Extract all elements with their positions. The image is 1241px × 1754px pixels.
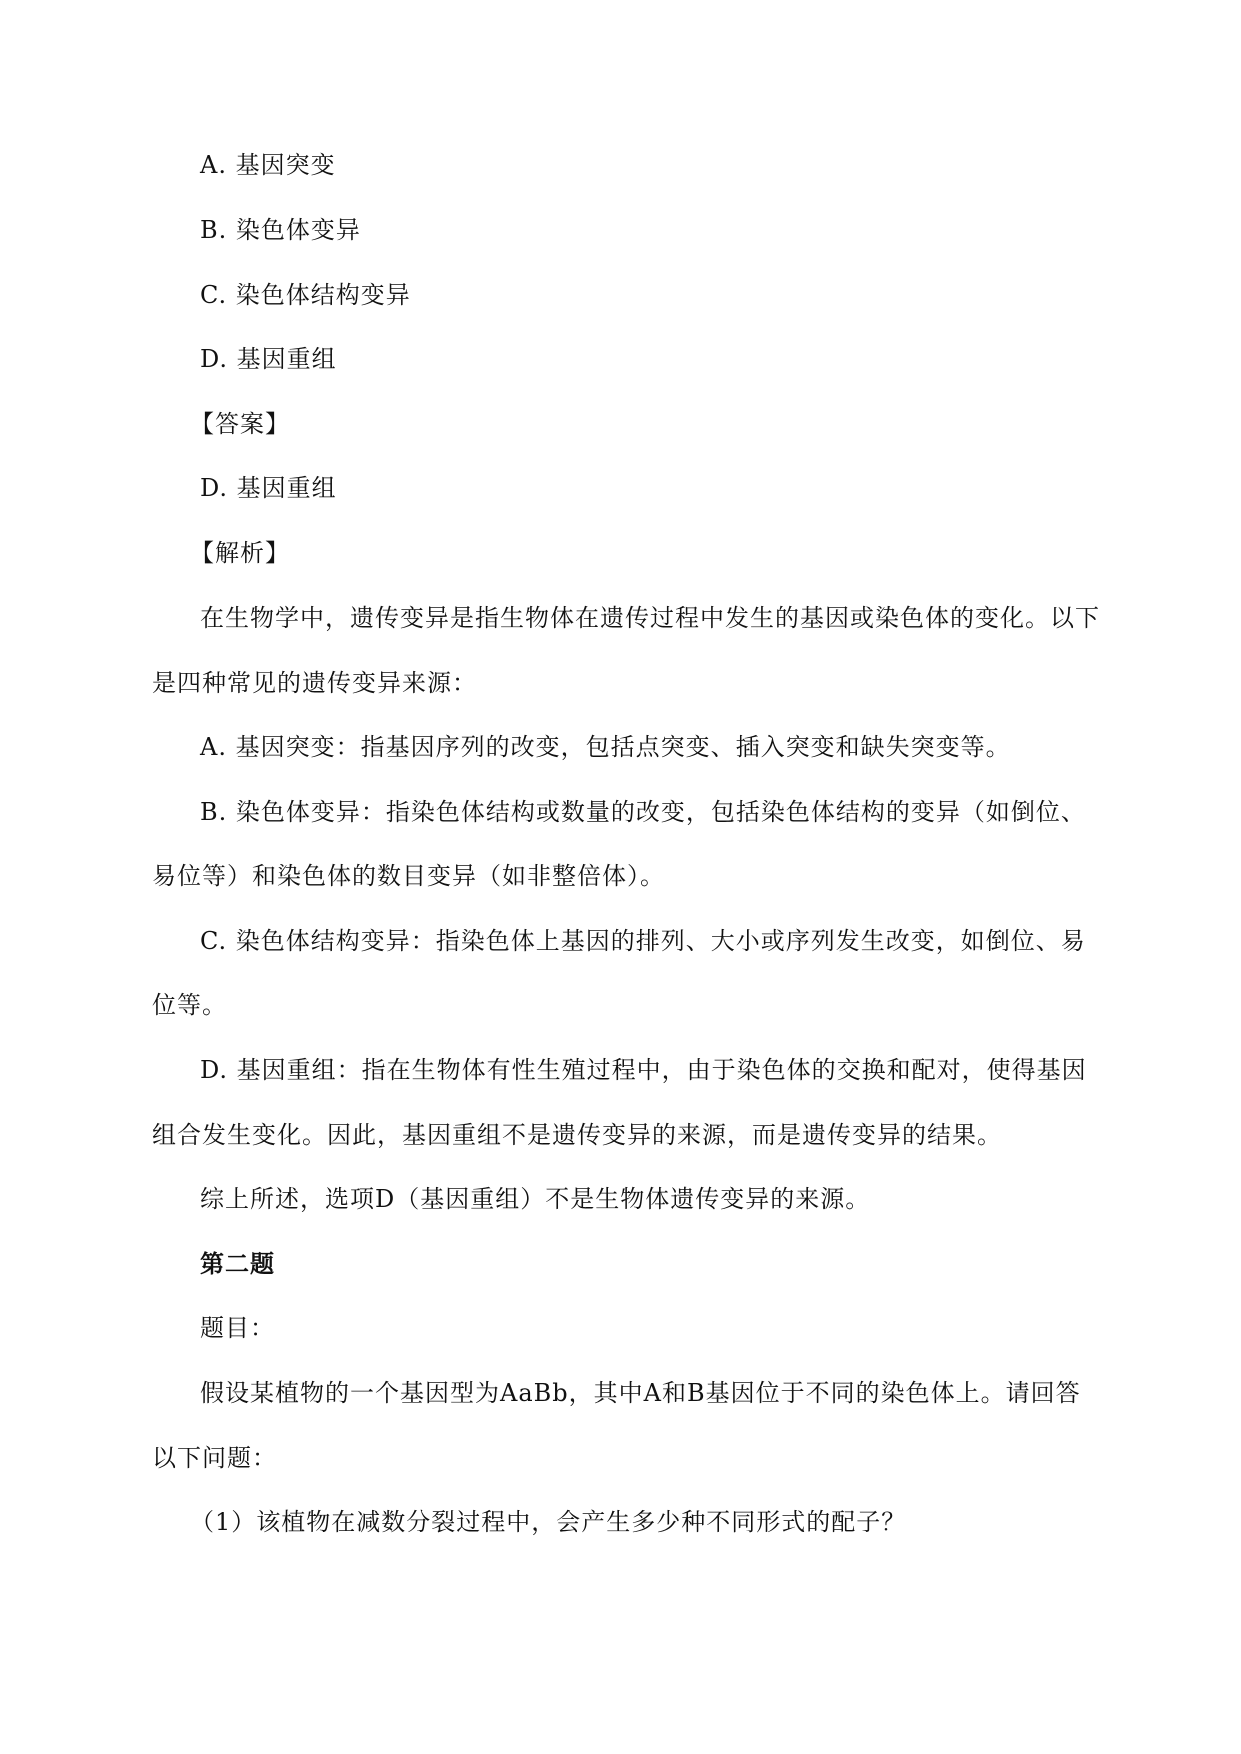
analysis-option-b-line2: 易位等）和染色体的数目变异（如非整倍体）。 [152,862,665,890]
answer-heading: 【答案】 [190,410,290,438]
question2-stem-line2: 以下问题： [152,1444,277,1472]
analysis-conclusion: 综上所述，选项D（基因重组）不是生物体遗传变异的来源。 [200,1185,871,1213]
analysis-option-a: A. 基因突变：指基因序列的改变，包括点突变、插入突变和缺失突变等。 [200,733,1011,761]
answer-text: D. 基因重组 [200,474,337,502]
option-a: A. 基因突变 [200,151,336,179]
analysis-option-b-line1: B. 染色体变异：指染色体结构或数量的改变，包括染色体结构的变异（如倒位、 [200,798,1086,826]
analysis-heading: 【解析】 [190,539,290,567]
analysis-intro-line1: 在生物学中，遗传变异是指生物体在遗传过程中发生的基因或染色体的变化。以下 [200,604,1100,632]
analysis-option-c-line2: 位等。 [152,991,227,1019]
option-b: B. 染色体变异 [200,216,361,244]
option-c: C. 染色体结构变异 [200,281,411,309]
question2-sub1: （1）该植物在减数分裂过程中，会产生多少种不同形式的配子？ [190,1508,907,1536]
analysis-option-d-line2: 组合发生变化。因此，基因重组不是遗传变异的来源，而是遗传变异的结果。 [152,1121,1002,1149]
question2-heading: 第二题 [200,1249,275,1278]
question2-stem-line1: 假设某植物的一个基因型为AaBb，其中A和B基因位于不同的染色体上。请回答 [200,1379,1081,1407]
analysis-option-d-line1: D. 基因重组：指在生物体有性生殖过程中，由于染色体的交换和配对，使得基因 [200,1056,1087,1084]
analysis-intro-line2: 是四种常见的遗传变异来源： [152,669,477,697]
option-d: D. 基因重组 [200,345,337,373]
question2-label: 题目： [200,1314,275,1342]
analysis-option-c-line1: C. 染色体结构变异：指染色体上基因的排列、大小或序列发生改变，如倒位、易 [200,927,1086,955]
